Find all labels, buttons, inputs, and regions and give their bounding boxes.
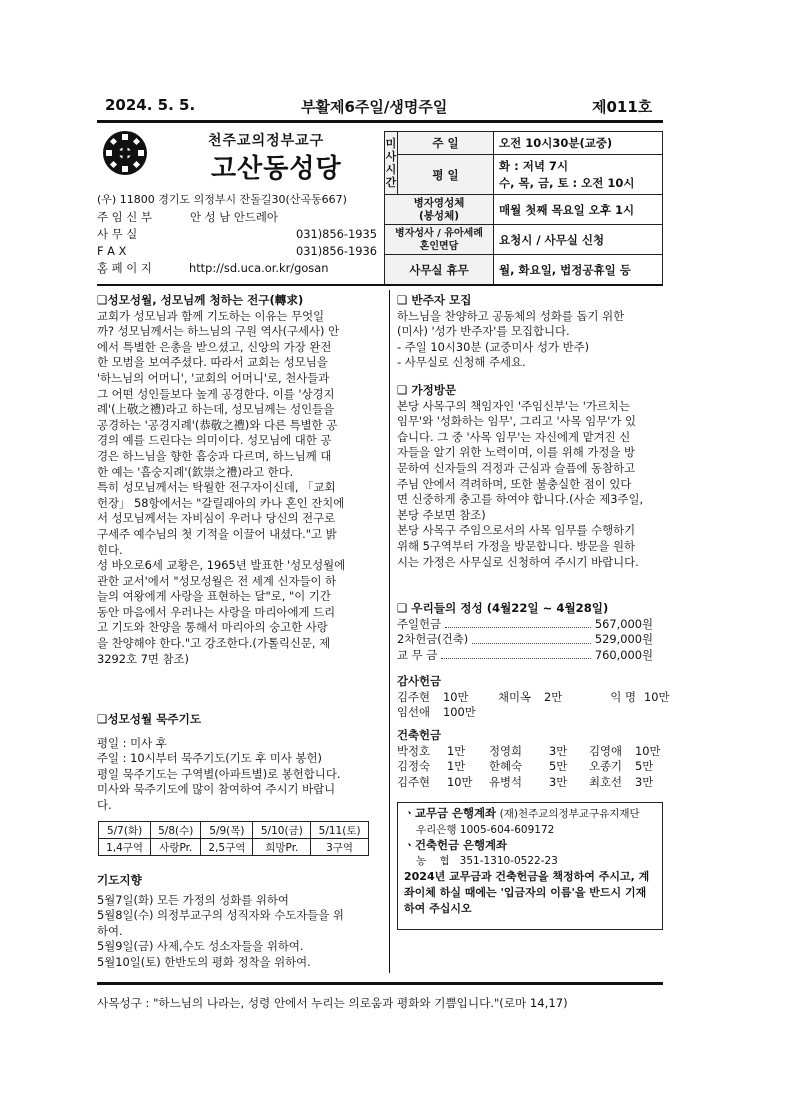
rosary-line: 다.	[97, 797, 112, 812]
donor-amount: 10만	[635, 743, 661, 758]
donor-name: 박정호	[397, 743, 431, 758]
mass-time-group-label: 미사시간	[385, 132, 398, 195]
home-visit-section	[397, 383, 665, 570]
rosary-line: 주일 : 10시부터 묵주기도(기도 후 미사 봉헌)	[97, 751, 322, 766]
intention-line: 하여.	[97, 923, 123, 938]
article-line: 례'(上敬之禮)라고 하는데, 성모님께는 성인들을	[97, 402, 335, 417]
donor-name: 김주현	[397, 689, 431, 704]
donor-row	[397, 705, 665, 721]
donor-amount: 100만	[443, 705, 476, 720]
building-heading: 건축헌금	[397, 728, 442, 742]
offering-amount: 529,000원	[594, 632, 653, 647]
mass-row-label: 혼인면담	[419, 240, 459, 252]
rosary-line: 평일 묵주기도는 구역별(아파트별)로 봉헌합니다.	[97, 766, 341, 781]
sacrament-request: 요청시 / 사무실 신청	[494, 225, 663, 255]
intention-line: 5월7일(화) 모든 가정의 성화를 위하여	[97, 892, 289, 907]
rosary-date: 5/11(토)	[311, 822, 369, 839]
donor-name: 유병석	[489, 774, 523, 789]
header-rule	[97, 120, 663, 123]
visit-line: 문하여 신자들의 걱정과 근심과 슬픔에 동참하고	[397, 460, 636, 475]
donor-amount: 2만	[544, 689, 563, 704]
pastor-name: 안 성 남 안드레아	[190, 210, 278, 224]
bank-notice: 2024년 교무금과 건축헌금을 책정하여 주시고, 계	[404, 870, 650, 884]
building-fund-section	[397, 728, 665, 790]
rosary-date: 5/8(수)	[151, 822, 201, 839]
weekday-mass-time: 수, 목, 금, 토 : 오전 10시	[499, 175, 635, 190]
rosary-group: 1,4구역	[99, 839, 151, 856]
intention-line: 5월10일(토) 한반도의 평화 정착을 위하여.	[97, 954, 311, 969]
donor-row	[397, 744, 665, 760]
office-phone: 031)856-1935	[295, 227, 377, 241]
article-line: 한 예는 '흠숭지례'(欽崇之禮)라고 한다.	[97, 464, 294, 479]
offering-row	[397, 632, 653, 648]
offering-amount: 760,000원	[594, 647, 653, 662]
footer-rule	[97, 982, 663, 985]
article-line: 특히 성모님께서는 탁월한 전구자이신데, 「교회	[97, 480, 336, 495]
donor-amount: 10만	[447, 774, 473, 789]
issue-date: 2024. 5. 5.	[105, 96, 196, 114]
offering-label: 교 무 금	[397, 647, 438, 662]
mass-row-label: 평 일	[398, 155, 494, 195]
rosary-date: 5/9(목)	[201, 822, 253, 839]
article-line: 까? 성모님께서는 하느님의 구원 역사(구세사) 안	[97, 324, 340, 339]
offering-section	[397, 601, 653, 663]
fax-number: 031)856-1936	[295, 244, 377, 258]
visit-heading: ❑ 가정방문	[397, 383, 457, 397]
offering-heading: ❑ 우리들의 정성 (4월22일 ~ 4월28일)	[397, 601, 609, 615]
donor-name: 임선애	[397, 705, 431, 720]
contact-label: 홈 페 이 지	[97, 261, 152, 275]
donor-name: 한혜숙	[489, 759, 523, 774]
bank-account-number: 농 협 351-1310-0522-23	[416, 854, 558, 867]
mass-row-label: (봉성체)	[418, 209, 460, 222]
bank-owner: (재)천주교의정부교구유지재단	[499, 808, 640, 820]
article-line: 한 모범을 보여주셨다. 따라서 교회는 성모님을	[97, 355, 328, 370]
bank-notice: 좌이체 하실 때에는 '입금자의 이름'을 반드시 기재	[404, 885, 647, 899]
visit-line: 면 신중하게 충고를 하여야 합니다.(사순 제3주일,	[397, 492, 644, 507]
visit-line: 자들을 알기 위한 노력이며, 이를 위해 가정을 방	[397, 445, 636, 460]
sick-communion-time: 매월 첫째 목요일 오후 1시	[494, 195, 663, 225]
article-line: 구세주 예수님의 첫 기적을 이끌어 내셨다."고 밝	[97, 526, 337, 541]
contact-row	[97, 261, 377, 278]
offering-label: 주일헌금	[397, 616, 442, 631]
article-line: 경은 하느님을 향한 흠숭과 다르며, 하느님께 대	[97, 448, 332, 463]
article-line: 에서 특별한 은총을 받으셨고, 신앙의 가장 완전	[97, 339, 332, 354]
rosary-date: 5/7(화)	[99, 822, 151, 839]
offering-row	[397, 617, 653, 633]
bank-account-box	[397, 802, 663, 930]
scripture-footer: 사목성구 : "하느님의 나라는, 성령 안에서 누리는 의로움과 평화와 기쁨입니다."(로마 14,17)	[97, 996, 568, 1010]
donor-amount: 3만	[549, 774, 568, 789]
donor-amount: 5만	[635, 759, 654, 774]
donor-name: 김영애	[589, 743, 623, 758]
donor-name: 채미옥	[498, 689, 532, 704]
donor-amount: 1만	[447, 743, 466, 758]
donor-name: 오종기	[589, 759, 623, 774]
rosary-group: 3구역	[311, 839, 369, 856]
issue-number: 제011호	[592, 98, 653, 116]
choir-heading: ❑ 반주자 모집	[397, 293, 472, 307]
offering-label: 2차헌금(건축)	[397, 632, 469, 647]
donor-amount: 3만	[549, 743, 568, 758]
rosary-line: 미사와 묵주기도에 많이 참여하여 주시기 바랍니	[97, 782, 336, 797]
intention-line: 5월9일(금) 사제,수도 성소자들을 위하여.	[97, 939, 304, 954]
article-line: 헌장」 58항에서는 "갈릴래아의 카나 혼인 잔치에	[97, 495, 345, 510]
mass-row-label: 주 일	[398, 132, 494, 155]
mass-row-label: 병자성사 / 유아세례	[395, 227, 483, 239]
bank-account-number: 우리은행 1005-604-609172	[416, 823, 555, 836]
article-line: 공경하는 '공경지례'(恭敬之禮)와 다른 특별한 공	[97, 417, 338, 432]
contact-label: F A X	[97, 244, 127, 258]
liturgical-title: 부활제6주일/생명주일	[301, 98, 448, 116]
marian-month-article	[97, 293, 382, 667]
donor-name: 김정숙	[397, 759, 431, 774]
article-line: 힌다.	[97, 542, 123, 557]
visit-line: 본당 사목구 주임으로서의 사목 임무를 수행하기	[397, 523, 636, 538]
article-line: 3292호 7면 참조)	[97, 651, 189, 666]
visit-line: 임무'와 '성화하는 임무', 그리고 '사목 임무'가 있	[397, 414, 637, 429]
homepage-link[interactable]: http://sd.uca.or.kr/gosan	[189, 261, 329, 275]
donor-amount: 3만	[635, 774, 654, 789]
visit-line: 주님 안에서 격려하며, 또한 불충실한 점이 있다	[397, 476, 632, 491]
donor-amount: 5만	[549, 759, 568, 774]
prayer-intentions	[97, 873, 382, 971]
rosary-section	[97, 712, 382, 814]
mass-schedule-table	[384, 131, 663, 285]
parish-logo-icon	[102, 130, 148, 176]
donor-name: 김주현	[397, 774, 431, 789]
top-section-rule	[97, 284, 663, 286]
offering-amount: 567,000원	[594, 616, 653, 631]
column-divider	[389, 290, 390, 973]
bank-title: ㆍ교무금 은행계좌	[404, 806, 496, 820]
rosary-line: 평일 : 미사 후	[97, 735, 167, 750]
article-line: 을 찬양해야 한다."고 강조한다.(가톨릭신문, 제	[97, 636, 331, 651]
article-line: 관한 교서'에서 "성모성월은 전 세계 신자들이 하	[97, 573, 337, 588]
rosary-date: 5/10(금)	[253, 822, 311, 839]
article-line: 늘의 여왕에게 사랑을 표현하는 달"로, "이 기간	[97, 589, 331, 604]
choir-line: (미사) '성가 반주자'를 모집합니다.	[397, 324, 570, 339]
offering-row	[397, 648, 653, 664]
contact-row	[97, 244, 377, 261]
visit-line: 습니다. 그 중 '사목 임무'는 자신에게 맡겨진 신	[397, 429, 631, 444]
sunday-mass-time: 오전 10시30분(교중)	[494, 132, 663, 155]
weekday-mass-time: 화 : 저녁 7시	[499, 158, 569, 173]
donor-row	[397, 759, 665, 775]
article-line: 동안 마음에서 우러나는 사랑을 마리아에게 드리	[97, 604, 336, 619]
visit-line: 본당 주보면 참조)	[397, 507, 486, 522]
article-line: 그 어떤 성인들보다 높게 공경한다. 이를 '상경지	[97, 386, 335, 401]
contact-label: 사 무 실	[97, 227, 138, 241]
thanks-offering-section	[397, 674, 670, 721]
donor-name: 익 명	[610, 689, 636, 704]
article-line: 교회가 성모님과 함께 기도하는 이유는 무엇일	[97, 308, 325, 323]
mass-row-label: 사무실 휴무	[385, 255, 494, 285]
visit-line: 시는 가정은 사무실로 신청하여 주시기 바랍니다.	[397, 554, 639, 569]
contact-label: 주 임 신 부	[97, 210, 152, 224]
article-heading: ❑성모성월, 성모님께 청하는 전구(轉求)	[97, 293, 304, 307]
article-line: 고 기도와 찬양을 통해서 마리아의 숭고한 사랑	[97, 620, 328, 635]
parish-address: (우) 11800 경기도 의정부시 잔돌길30(산곡동667)	[97, 193, 347, 206]
diocese-name: 천주교의정부교구	[208, 133, 325, 149]
choir-line: 하느님을 찬양하고 공동체의 성화를 돕기 위한	[397, 308, 625, 323]
donor-name: 정영희	[489, 743, 523, 758]
rosary-schedule-table	[98, 821, 369, 856]
thanks-heading: 감사헌금	[397, 674, 442, 688]
parish-name: 고산동성당	[211, 154, 342, 184]
article-line: '하느님의 어머니', '교회의 어머니'로, 천사들과	[97, 370, 330, 385]
choir-line: - 주일 10시30분 (교중미사 성가 반주)	[397, 339, 590, 354]
contact-row	[97, 227, 377, 244]
parish-contact-list	[97, 210, 377, 278]
bank-title: ㆍ건축헌금 은행계좌	[404, 838, 507, 853]
bank-notice: 하여 주십시오	[404, 901, 472, 915]
rosary-group: 희망Pr.	[253, 839, 311, 856]
intentions-heading: 기도지향	[97, 873, 142, 887]
rosary-group: 2,5구역	[201, 839, 253, 856]
donor-amount: 1만	[447, 759, 466, 774]
donor-name: 최호선	[589, 774, 623, 789]
contact-row	[97, 210, 377, 227]
donor-amount: 10만	[644, 689, 670, 704]
donor-row	[397, 689, 670, 706]
rosary-group: 사랑Pr.	[151, 839, 201, 856]
visit-line: 본당 사목구의 책임자인 '주임신부'는 '가르치는	[397, 398, 630, 413]
article-line: 성 바오로6세 교황은, 1965년 발표한 '성모성월에	[97, 558, 346, 573]
article-line: 서 성모님께서는 자비심이 우러나 당신의 전구로	[97, 511, 336, 526]
office-closed-days: 월, 화요일, 법정공휴일 등	[494, 255, 663, 285]
visit-line: 위해 5구역부터 가정을 방문합니다. 방문을 원하	[397, 538, 636, 553]
choir-recruit-section	[397, 293, 665, 371]
article-line: 경의 예를 드린다는 의미이다. 성모님에 대한 공	[97, 433, 332, 448]
intention-line: 5월8일(수) 의정부교구의 성직자와 수도자들을 위	[97, 908, 344, 923]
mass-row-label: 병자영성체	[413, 196, 465, 209]
rosary-heading: ❑성모성월 묵주기도	[97, 712, 202, 726]
donor-row	[397, 775, 665, 791]
choir-line: - 사무실로 신청해 주세요.	[397, 355, 526, 370]
donor-amount: 10만	[443, 689, 469, 704]
